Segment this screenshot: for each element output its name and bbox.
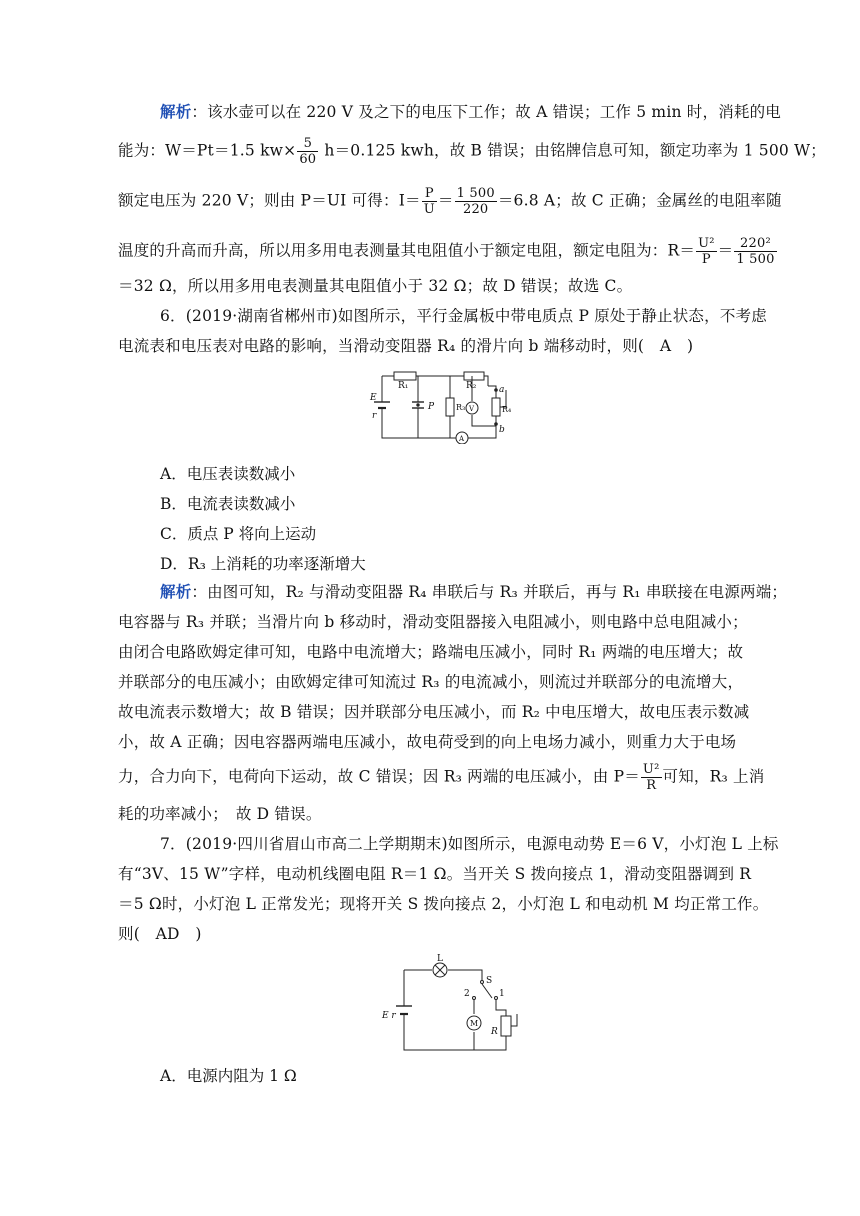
label-s: S <box>486 976 493 986</box>
q6-analysis-line-2: 电容器与 R₃ 并联；当滑片向 b 移动时，滑动变阻器接入电阻减小，则电路中总电阻减小； <box>118 613 748 631</box>
analysis-label: 解析 <box>160 102 192 121</box>
label-b: b <box>499 425 505 435</box>
analysis-label: 解析 <box>160 582 192 601</box>
q5-analysis-line-2: 能为：W＝Pt＝1.5 kw× $\frac{5}{60}$ h＝0.125 kwh，故 B 错误；由铭牌信息可知，额定功率为 1 500 W； <box>118 136 826 167</box>
q7-stem-line-4: 则( AD ) <box>118 925 202 943</box>
q5-analysis-line-3: 额定电压为 220 V；则由 P＝UI 可得：I＝ $\frac{P}{U}$ ＝ $\frac{1 500}{220}$ ＝6.8 A；故 C 正确；金属丝的电阻率随 <box>118 186 782 217</box>
q5-analysis-line-4: 温度的升高而升高，所以用多用电表测量其电阻值小于额定电阻，额定电阻为：R＝ $\frac{\text{U²}}{P}$ ＝ $\frac{\text{220²}}{1 500}$ <box>118 236 775 267</box>
q6-analysis-line-8: 耗的功率减小； 故 D 错误。 <box>118 805 322 823</box>
node-a <box>495 389 498 392</box>
label-m: M <box>470 1019 479 1028</box>
label-r: R <box>491 1027 498 1037</box>
q6-analysis-line-1: 解析：由图可知，R₂ 与滑动变阻器 R₄ 串联后与 R₃ 并联后，再与 R₁ 串联接在电源两端； <box>160 582 788 601</box>
q6-analysis-line-5: 故电流表示数增大；故 B 错误；因并联部分电压减小，而 R₂ 中电压增大，故电压表示数减 <box>118 703 750 721</box>
switch-pivot <box>481 981 484 984</box>
label-er: E r <box>382 1011 396 1021</box>
label-amp: A <box>459 435 465 443</box>
q6-circuit-diagram <box>368 368 528 444</box>
q6-analysis-line-4: 并联部分的电压减小；由欧姆定律可知流过 R₃ 的电流减小，则流过并联部分的电流增大， <box>118 673 744 691</box>
fraction: $\frac{\text{U²}}{P}$ <box>698 236 715 267</box>
r4-rheostat <box>492 398 500 416</box>
node-b <box>495 423 498 426</box>
q6-option-b: B．电流表读数减小 <box>160 495 296 513</box>
label-r1: R₁ <box>398 381 409 391</box>
q7-stem-line-2: 有“3V、15 W”字样，电动机线圈电阻 R＝1 Ω。当开关 S 拨向接点 1，滑动变阻器调到 R <box>118 865 752 883</box>
r2-resistor <box>464 372 484 380</box>
rheostat-r <box>501 1016 511 1036</box>
q7-option-a: A．电源内阻为 1 Ω <box>160 1067 297 1085</box>
q6-stem-line-1: 6．(2019·湖南省郴州市)如图所示，平行金属板中带电质点 P 原处于静止状态，不考虑 <box>160 307 767 325</box>
q6-option-d: D．R₃ 上消耗的功率逐渐增大 <box>160 555 366 573</box>
label-v: V <box>469 405 475 413</box>
label-2: 2 <box>464 989 470 999</box>
q5-analysis-line-1: 解析：该水壶可以在 220 V 及之下的电压下工作；故 A 错误；工作 5 min 时，消耗的电 <box>160 102 781 121</box>
label-a: a <box>499 385 505 395</box>
label-p: P <box>428 402 435 412</box>
label-l: L <box>437 954 443 964</box>
label-e: E <box>370 393 377 403</box>
switch-blade <box>482 984 492 998</box>
r1-resistor <box>394 372 416 380</box>
particle-p <box>417 404 419 406</box>
fraction: $\frac{1 500}{220}$ <box>456 186 495 217</box>
label-r2: R₂ <box>466 381 477 391</box>
contact-1 <box>495 997 498 1000</box>
q7-circuit-diagram <box>380 952 530 1056</box>
q7-stem-line-3: ＝5 Ω时，小灯泡 L 正常发光；现将开关 S 拨向接点 2，小灯泡 L 和电动机 M 均正常工作。 <box>118 895 769 913</box>
q6-option-a: A．电压表读数减小 <box>160 465 296 483</box>
rheostat-branch-wire <box>496 998 506 1016</box>
label-r: r <box>372 411 377 421</box>
r3-resistor <box>446 398 454 416</box>
q6-analysis-line-7: 力，合力向下，电荷向下运动，故 C 错误；因 R₃ 两端的电压减小，由 P＝ $\frac{\text{U²}}{R}$ 可知，R₃ 上消 <box>118 762 765 793</box>
label-r4: R₄ <box>502 405 512 414</box>
rheostat-slider <box>511 1014 517 1026</box>
fraction: $\frac{\text{U²}}{R}$ <box>642 762 660 793</box>
label-r3: R₃ <box>456 403 466 412</box>
q7-stem-line-1: 7．(2019·四川省眉山市高二上学期期末)如图所示，电源电动势 E＝6 V，小灯泡 L 上标 <box>160 835 779 853</box>
q6-analysis-line-3: 由闭合电路欧姆定律可知，电路中电流增大；路端电压减小，同时 R₁ 两端的电压增大；故 <box>118 643 744 661</box>
label-1: 1 <box>499 989 505 999</box>
q6-analysis-line-6: 小，故 A 正确；因电容器两端电压减小，故电荷受到的向上电场力减小，则重力大于电场 <box>118 733 737 751</box>
q5-analysis-line-5: ＝32 Ω，所以用多用电表测量其电阻值小于 32 Ω；故 D 错误；故选 C。 <box>118 277 633 295</box>
q6-option-c: C．质点 P 将向上运动 <box>160 525 317 543</box>
fraction: $\frac{5}{60}$ <box>299 136 317 167</box>
fraction: $\frac{\text{220²}}{1 500}$ <box>736 236 775 267</box>
contact-2 <box>473 997 476 1000</box>
fraction: $\frac{P}{U}$ <box>423 186 435 217</box>
q6-stem-line-2: 电流表和电压表对电路的影响，当滑动变阻器 R₄ 的滑片向 b 端移动时，则( A ) <box>118 337 694 355</box>
